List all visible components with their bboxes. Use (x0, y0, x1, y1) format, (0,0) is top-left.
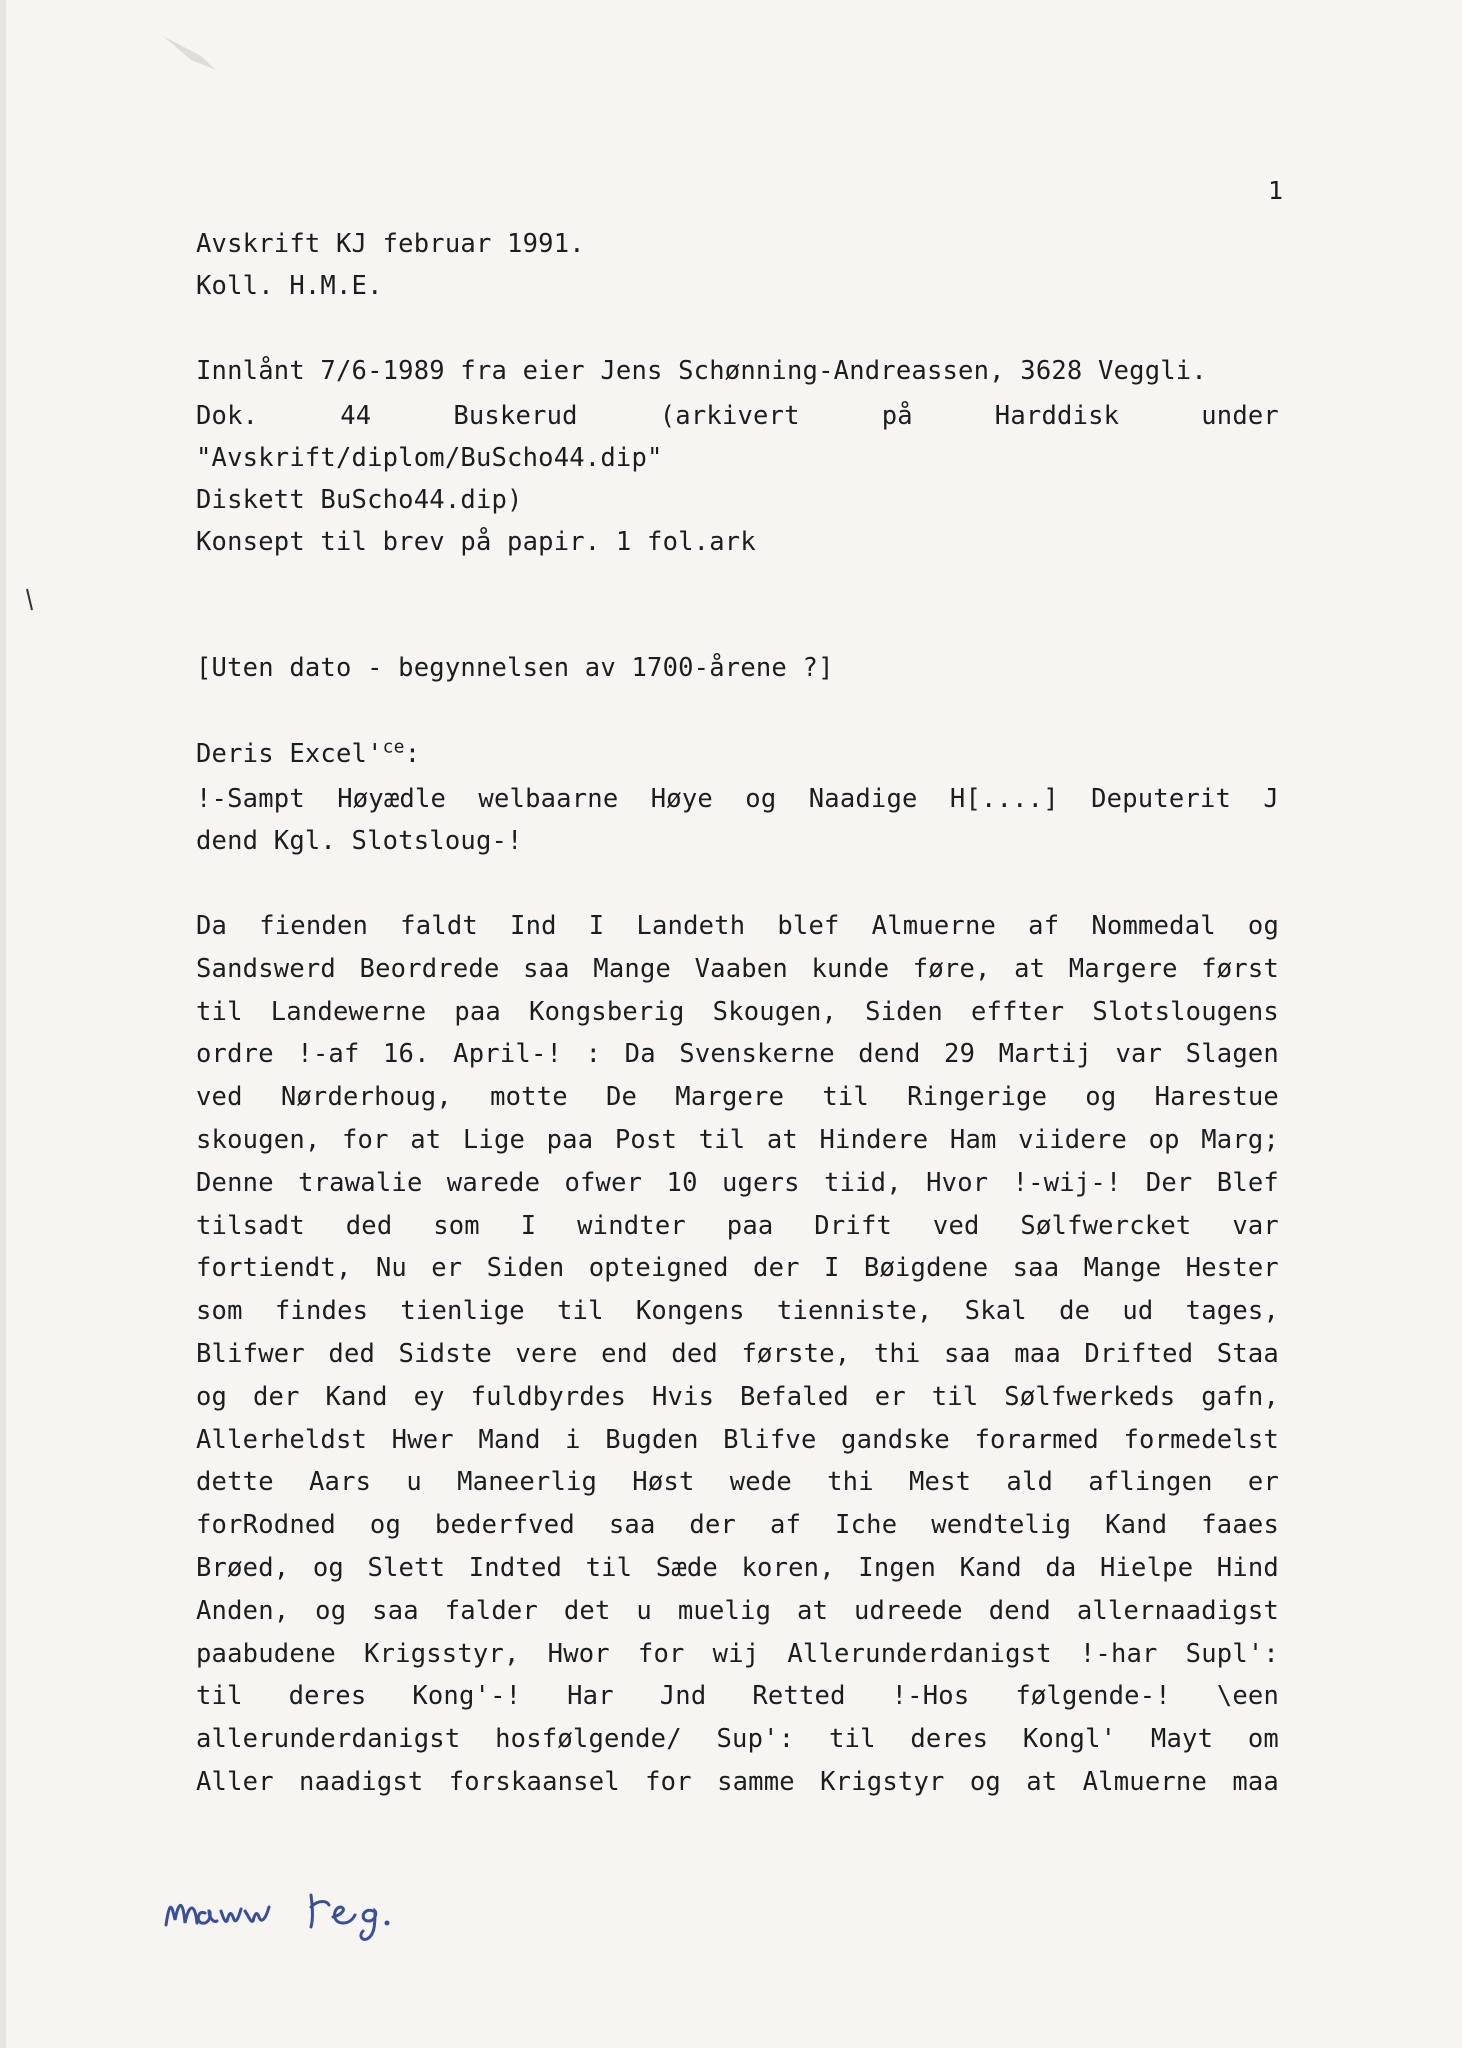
header-line-1: Avskrift KJ februar 1991. (196, 229, 585, 259)
body-line: ved Nørderhoug, motte De Margere til Ringerige og Harestue (196, 1082, 1279, 1113)
body-line: tilsadt ded som I windter paa Drift ved Sølfwercket var (196, 1210, 1279, 1241)
salutation-line-2: !-Sampt Høyædle welbaarne Høye og Naadige H[....] Deputerit J (196, 784, 1279, 814)
body-line: Anden, og saa falder det u muelig at udreede dend allernaadigst (196, 1595, 1279, 1626)
provenance-line-5: Konsept til brev på papir. 1 fol.ark (196, 527, 756, 557)
provenance-line-3: "Avskrift/diplom/BuScho44.dip" (196, 443, 663, 473)
scan-smudge (161, 30, 231, 80)
provenance-line-4: Diskett BuScho44.dip) (196, 485, 523, 515)
body-line: Sandswerd Beordrede saa Mange Vaaben kunde føre, at Margere først (196, 953, 1279, 984)
salutation-superscript: ce (382, 736, 405, 758)
body-line: forRodned og bederfved saa der af Iche wendtelig Kand faaes (196, 1510, 1279, 1541)
body-line: Blifwer ded Sidste vere end ded første, thi saa maa Drifted Staa (196, 1339, 1279, 1369)
body-line: Da fienden faldt Ind I Landeth blef Almuerne af Nommedal og (196, 911, 1279, 941)
body-line: som findes tienlige til Kongens tienniste, Skal de ud tages, (196, 1296, 1279, 1327)
date-note: [Uten dato - begynnelsen av 1700-årene ?] (196, 653, 834, 683)
body-line: til Landewerne paa Kongsberig Skougen, Siden effter Slotslougens (196, 996, 1279, 1027)
salutation-line-1 (196, 738, 420, 770)
body-line: skougen, for at Lige paa Post til at Hindere Ham viidere op Marg; (196, 1125, 1279, 1155)
salutation-suffix: : (404, 739, 421, 769)
body-line: dette Aars u Maneerlig Høst wede thi Mest ald aflingen er (196, 1467, 1279, 1498)
provenance-line-1: Innlånt 7/6-1989 fra eier Jens Schønning-Andreassen, 3628 Veggli. (196, 356, 1207, 386)
body-line: paabudene Krigsstyr, Hwor for wij Allerunderdanigst !-har Supl': (196, 1638, 1279, 1669)
salutation-line-3: dend Kgl. Slotsloug-! (196, 826, 523, 856)
body-line: Aller naadigst forskaansel for samme Krigstyr og at Almuerne maa (196, 1767, 1279, 1797)
salutation-prefix: Deris Excel' (196, 739, 383, 769)
body-line: til deres Kong'-! Har Jnd Retted !-Hos følgende-! \een (196, 1681, 1279, 1712)
body-line: Denne trawalie warede ofwer 10 ugers tiid, Hvor !-wij-! Der Blef (196, 1167, 1279, 1198)
body-line: allerunderdanigst hosfølgende/ Sup': til deres Kongl' Mayt om (196, 1724, 1279, 1755)
handwritten-note (161, 1865, 421, 1945)
margin-mark (26, 588, 34, 612)
body-line: og der Kand ey fuldbyrdes Hvis Befaled er til Sølfwerkeds gafn, (196, 1381, 1279, 1412)
header-line-2: Koll. H.M.E. (196, 271, 383, 301)
body-line: Brøed, og Slett Indted til Sæde koren, Ingen Kand da Hielpe Hind (196, 1553, 1279, 1583)
provenance-line-2: Dok. 44 Buskerud (arkivert på Harddisk under (196, 401, 1279, 431)
body-line: Allerheldst Hwer Mand i Bugden Blifve gandske forarmed formedelst (196, 1424, 1279, 1455)
body-line: ordre !-af 16. April-! : Da Svenskerne dend 29 Martij var Slagen (196, 1039, 1279, 1070)
body-line: fortiendt, Nu er Siden opteigned der I Bøigdene saa Mange Hester (196, 1253, 1279, 1284)
page-number: 1 (1268, 176, 1284, 205)
